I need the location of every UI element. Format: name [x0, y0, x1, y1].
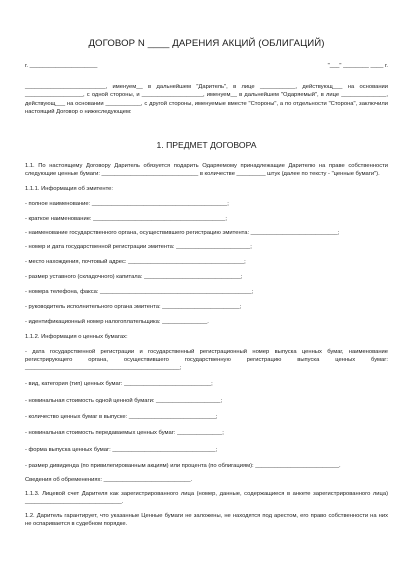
clause-1-1-2: 1.1.2. Информация о ценных бумагах:	[25, 333, 128, 340]
document-title: ДОГОВОР N ____ ДАРЕНИЯ АКЦИЙ (ОБЛИГАЦИЙ)	[88, 38, 325, 49]
issuer-address: - место нахождения, почтовый адрес: ____________________________________;	[25, 259, 246, 266]
securities-count: - количество ценных бумаг в выпуске: ___________________________;	[25, 414, 218, 421]
issuer-registration: - номер и дата государственной регистрации эмитента: _______________________;	[25, 244, 252, 251]
clause-1-1-3: 1.1.3. Лицевой счет Дарителя как зарегистрированного лица (номер, данные, содержащиеся в анкете зарегистрированного лица) ______________________________.	[25, 490, 390, 506]
clause-1-1: 1.1. По настоящему Договору Даритель обязуется подарить Одаряемому принадлежащие Дарителю на праве собственности следующие ценные бумаги: ______________________________ в количестве _________ штук (далее по тексту - "ценные бумаги").	[25, 163, 390, 178]
securities-type: - вид, категория (тип) ценных бумаг: ___________________________;	[25, 381, 213, 388]
contract-date: "___" ________ ____ г.	[327, 63, 388, 69]
issuer-tax-id: - идентификационный номер налогоплательщика: ______________.	[25, 318, 209, 325]
securities-form: - форма выпуска ценных бумаг: ________________________________;	[25, 446, 218, 453]
clause-1-1-1: 1.1.1. Информация об эмитенте:	[25, 185, 113, 192]
clause-1-2: 1.2. Даритель гарантирует, что указанные Ценные бумаги не заложены, не находятся под арестом, его право собственности на них не оспаривается в судебном порядке.	[25, 512, 390, 528]
section-title: 1. ПРЕДМЕТ ДОГОВОРА	[156, 140, 257, 151]
securities-registration: - дата государственной регистрации и государственный регистрационный номер выпуска ценных бумаг, наименование регистрирующего органа, осуществившего государственную регистрацию выпуска ценных бумаг: ________________________________________________;	[25, 348, 390, 372]
place-date-row	[25, 63, 388, 69]
preamble: _________________________, именуем__ в дальнейшем "Даритель", в лице ___________, действующ___ на основании __________________, с одной стороны, и ___________________, именуем__ в дальнейшем "Одаряемый", в лице ______________, действующ___ на основании ___________, с другой стороны, именуемые вместе "Стороны", а по отдельности "Сторона", заключили настоящий Договор о нижеследующем:	[25, 84, 390, 115]
securities-nominal: - номинальная стоимость одной ценной бумаги: ____________________;	[25, 397, 223, 404]
contract-place: г. _____________________	[25, 63, 98, 69]
issuer-phone-fax: - номера телефона, факса: _______________________________________________;	[25, 289, 254, 296]
issuer-head: - руководитель исполнительного органа эмитента: ________________________;	[25, 303, 242, 310]
issuer-full-name: - полное наименование: __________________________________________;	[25, 200, 229, 207]
issuer-registrar: - наименование государственного органа, осуществившего регистрацию эмитента: ___________________________;	[25, 230, 340, 237]
encumbrance-info: Сведения об обременениях: ___________________________.	[25, 476, 193, 483]
securities-transfer-value: - номинальная стоимость передаваемых ценных бумаг: ______________;	[25, 430, 224, 437]
securities-dividend: - размер дивиденда (по привилегированным акциям) или процента (по облигациям): __________________________.	[25, 462, 341, 469]
issuer-capital: - размер уставного (складочного) капитала: ______________________________;	[25, 274, 243, 281]
issuer-short-name: - краткое наименование: _________________________________________;	[25, 215, 227, 222]
